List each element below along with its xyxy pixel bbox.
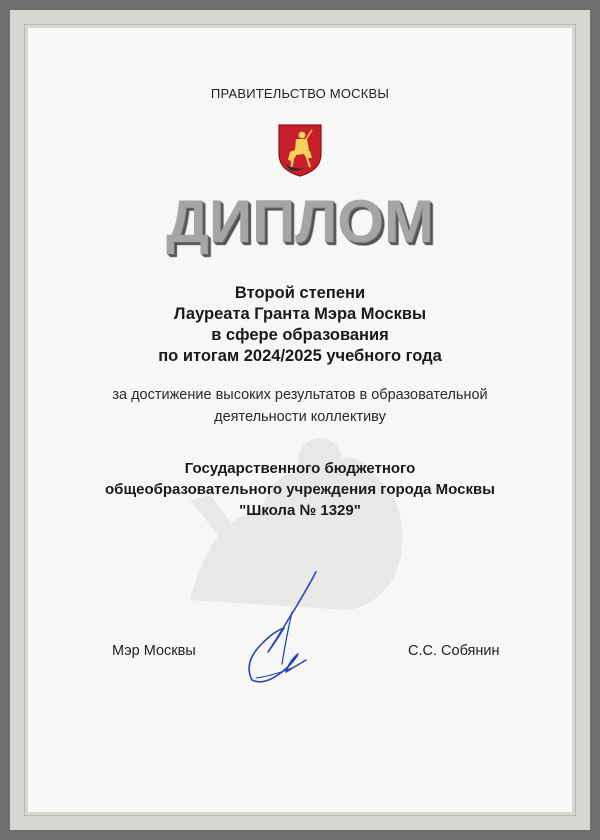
award-field: в сфере образования <box>211 326 389 344</box>
reason-line-1: за достижение высоких результатов в образовательной <box>112 387 488 403</box>
recipient-line-3: "Школа № 1329" <box>239 502 361 519</box>
recipient-line-2: общеобразовательного учреждения города Москвы <box>105 481 495 498</box>
reason-line-2: деятельности коллективу <box>214 409 386 425</box>
award-description <box>0 283 600 367</box>
moscow-coat-of-arms-icon <box>276 122 324 178</box>
signatory-name: С.С. Собянин <box>408 643 500 659</box>
signatory-position: Мэр Москвы <box>112 643 196 659</box>
award-reason <box>0 384 600 428</box>
award-title: Лауреата Гранта Мэра Москвы <box>173 305 427 323</box>
recipient <box>0 458 600 521</box>
handwritten-signature <box>232 568 328 688</box>
recipient-line-1: Государственного бюджетного <box>184 460 416 477</box>
award-degree: Второй степени <box>234 284 366 302</box>
issuing-organization: ПРАВИТЕЛЬСТВО МОСКВЫ <box>210 86 390 101</box>
award-period: по итогам 2024/2025 учебного года <box>158 347 442 365</box>
diploma-title: ДИПЛОМ <box>166 188 434 255</box>
